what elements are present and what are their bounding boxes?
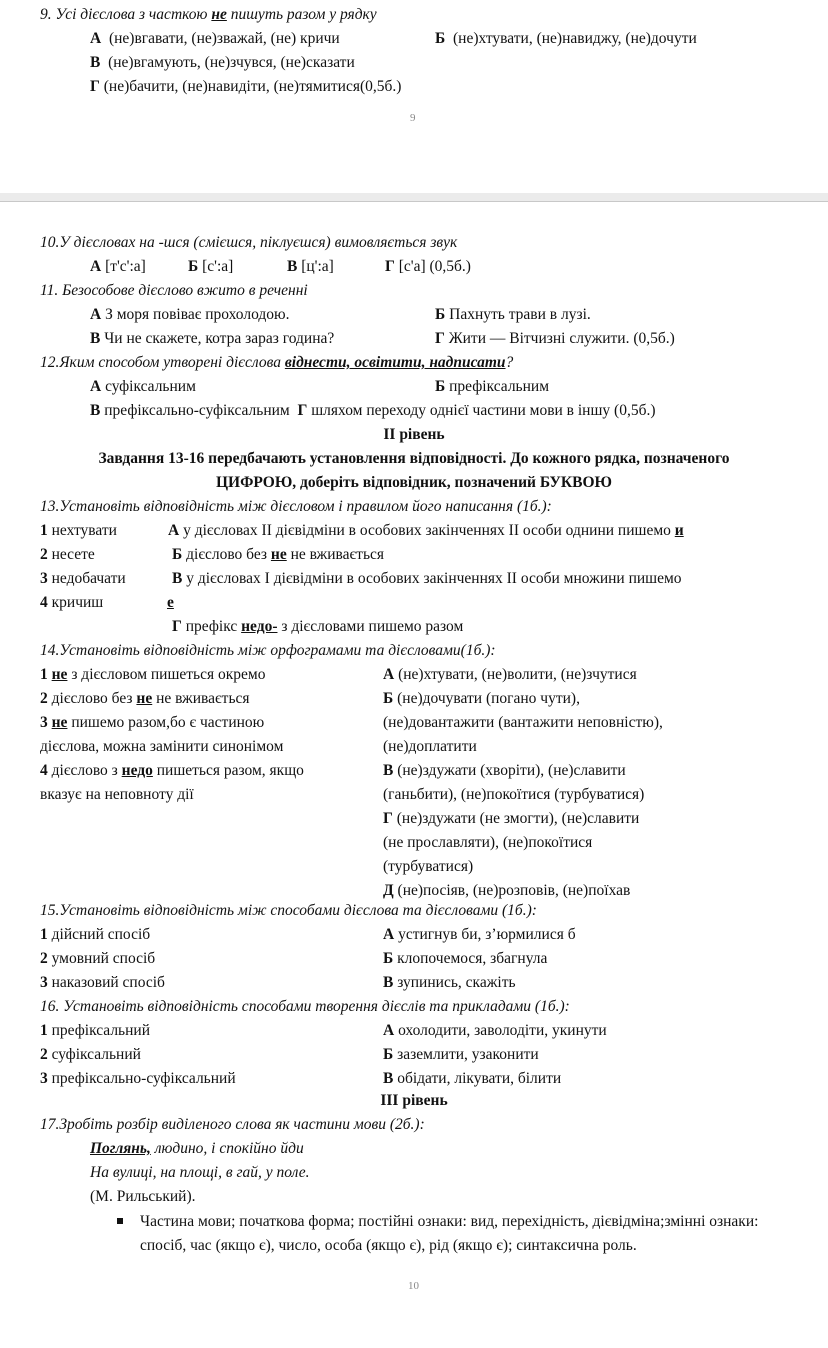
option-b: Б (не)хтувати, (не)навиджу, (не)дочути [435,30,697,47]
option-g: Г Жити — Вітчизні служити. (0,5б.) [435,330,675,347]
option-v: В зупинись, скажіть [383,974,516,991]
question-14-prompt: 14.Установіть відповідність між орфограмами та дієсловами(1б.): [40,642,496,659]
option-a: А устигнув би, з’юрмилися б [383,926,576,943]
item-4: 4 кричиш [40,594,104,611]
option-a: А суфіксальним [90,378,196,395]
question-17-prompt: 17.Зробіть розбір виділеного слова як частини мови (2б.): [40,1116,425,1133]
task-intro-line-2: ЦИФРОЮ, доберіть відповідник, позначений БУКВОЮ [216,474,612,491]
option-b: Б заземлити, узаконити [383,1046,539,1063]
item-3-continued: дієслова, можна замінити синонімом [40,738,284,755]
option-b: Б клопочемося, збагнула [383,950,548,967]
item-3: 3 не пишемо разом,бо є частиною [40,714,265,731]
option-v: В у дієсловах І дієвідміни в особових закінченнях ІІ особи множини пишемо [172,570,682,587]
option-b: Б [с':а] [188,258,234,275]
option-b: Б префіксальним [435,378,550,395]
item-2: 2 дієслово без не не вживається [40,690,250,707]
poem-line-1: Поглянь, людино, і спокійно йди [90,1140,304,1157]
analysis-instructions: Частина мови; початкова форма; постійні ознаки: вид, перехідність, дієвідміна;змінні ознаки: спосіб, час (якщо є), число, особа (якщо є), рід (якщо є); синтаксична роль. [140,1213,759,1254]
option-d: Д (не)посіяв, (не)розповів, (не)поїхав [383,882,631,899]
page-number: 10 [408,1280,419,1292]
underlined-particle: не [211,6,227,23]
option-v: В (не)вгамують, (не)зчувся, (не)сказати [90,54,355,71]
option-a: А [т'с':а] [90,258,146,275]
page-number: 9 [410,112,416,124]
item-2: 2 несете [40,546,95,563]
option-v: В Чи не скажете, котра зараз година? [90,330,335,347]
option-v-and-g: В префіксально-суфіксальним Г шляхом переходу однієї частини мови в іншу (0,5б.) [90,402,656,419]
option-a: А (не)хтувати, (не)волити, (не)зчутися [383,666,637,683]
option-b: Б Пахнуть трави в лузі. [435,306,591,323]
page-separator [0,193,828,202]
question-16-prompt: 16. Установіть відповідність способами творення дієслів та прикладами (1б.): [40,998,570,1015]
item-3: 3 недобачати [40,570,126,587]
question-13-prompt: 13.Установіть відповідність між дієсловом і правилом його написання (1б.): [40,498,552,515]
highlighted-word: Поглянь, [90,1140,151,1157]
question-9-prompt: 9. Усі дієслова з часткою не пишуть разом у рядку [40,6,377,23]
option-v-line-2: (ганьбити), (не)покоїтися (турбуватися) [383,786,645,803]
item-2: 2 умовний спосіб [40,950,156,967]
page-9 [0,0,828,194]
item-1: 1 дійсний спосіб [40,926,151,943]
item-2: 2 суфіксальний [40,1046,141,1063]
question-12-prompt: 12.Яким способом утворені дієслова віднести, освітити, надписати? [40,354,514,371]
poem-line-2: На вулиці, на площі, в гай, у поле. [90,1164,310,1181]
item-4: 4 дієслово з недо пишеться разом, якщо [40,762,304,779]
option-a: А у дієсловах ІІ дієвідміни в особових закінченнях ІІ особи однини пишемо и [168,522,684,539]
question-11-prompt: 11. Безособове дієслово вжито в реченні [40,282,308,299]
item-1: 1 нехтувати [40,522,117,539]
question-10-prompt: 10.У дієсловах на -шся (смієшся, піклуєшся) вимовляється звук [40,234,458,251]
option-g: Г (не)здужати (не змогти), (не)славити [383,810,640,827]
option-v-mark: е [167,594,174,611]
option-b: Б дієслово без не не вживається [172,546,385,563]
option-g: Г префікс недо- з дієсловами пишемо разом [172,618,464,635]
option-g-line-2: (не прославляти), (не)покоїтися [383,834,593,851]
option-a: А (не)вгавати, (не)зважай, (не) кричи [90,30,340,47]
bullet-icon [117,1218,123,1224]
option-v: В [ц':а] [287,258,334,275]
item-3: 3 префіксально-суфіксальний [40,1070,236,1087]
page-10 [0,202,828,1348]
question-15-prompt: 15.Установіть відповідність між способами дієслова та дієсловами (1б.): [40,902,537,919]
option-v: В (не)здужати (хворіти), (не)славити [383,762,626,779]
item-1: 1 префіксальний [40,1022,151,1039]
option-g: Г [с'а] (0,5б.) [385,258,471,275]
item-1: 1 не з дієсловом пишеться окремо [40,666,266,683]
option-v: В обідати, лікувати, білити [383,1070,562,1087]
highlighted-verbs: віднести, освітити, надписати [284,354,506,371]
option-a: А охолодити, заволодіти, укинути [383,1022,607,1039]
level-2-heading: ІІ рівень [383,426,445,443]
option-g-line-3: (турбуватися) [383,858,474,875]
option-b-line-3: (не)доплатити [383,738,477,755]
poem-author: (М. Рильський). [90,1188,196,1205]
item-4-continued: вказує на неповноту дії [40,786,194,803]
level-3-heading: ІІІ рівень [380,1092,448,1109]
item-3: 3 наказовий спосіб [40,974,165,991]
option-a: А З моря повіває прохолодою. [90,306,290,323]
option-b-line-2: (не)довантажити (вантажити неповністю), [383,714,663,731]
option-b: Б (не)дочувати (погано чути), [383,690,580,707]
task-intro-line-1: Завдання 13-16 передбачають установлення відповідності. До кожного рядка, позначеного [98,450,730,467]
option-g: Г (не)бачити, (не)навидіти, (не)тямитися(0,5б.) [90,78,402,95]
